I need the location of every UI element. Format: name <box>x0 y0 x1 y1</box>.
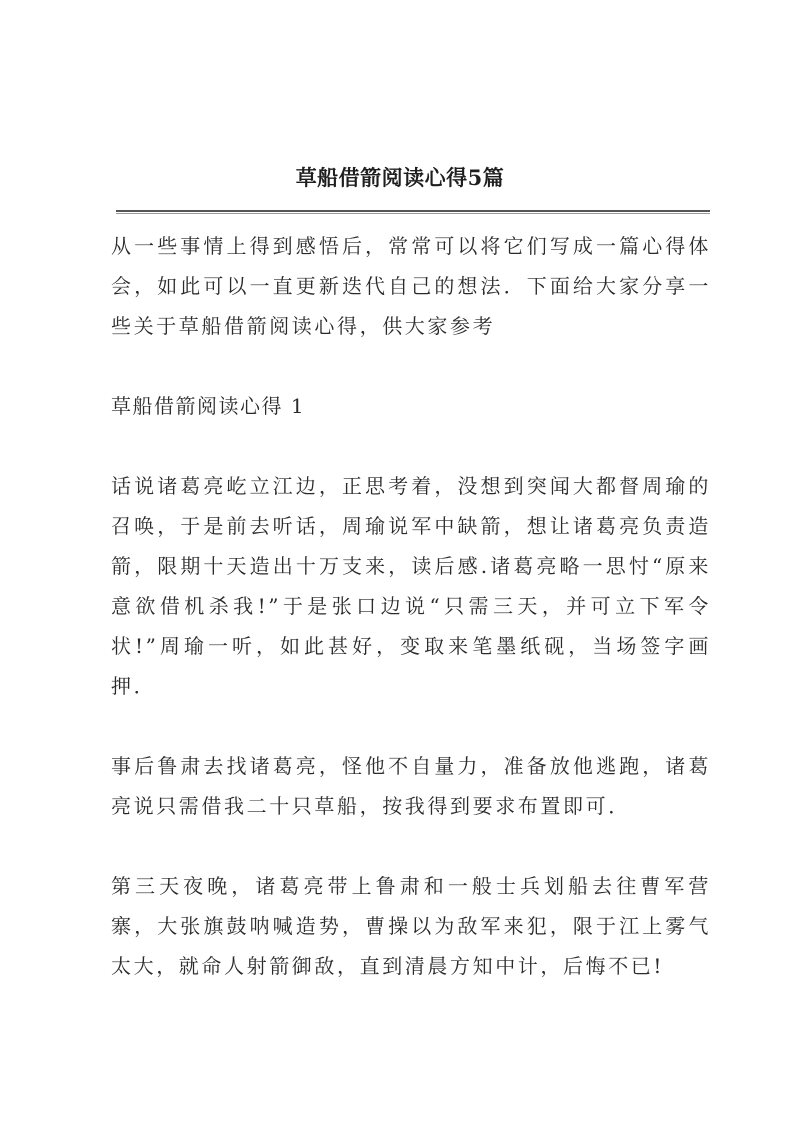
body-paragraph: 第三天夜晚，诸葛亮带上鲁肃和一般士兵划船去往曹军营寨，大张旗鼓呐喊造势，曹操以为敌军来犯，限于江上雾气太大，就命人射箭御敌，直到清晨方知中计，后悔不已! <box>111 874 711 978</box>
spacer <box>111 346 711 386</box>
body-paragraph: 事后鲁肃去找诸葛亮，怪他不自量力，准备放他逃跑，诸葛亮说只需借我二十只草船，按我得到要求布置即可． <box>111 754 711 818</box>
spacer <box>111 826 711 866</box>
body-paragraph: 话说诸葛亮屹立江边，正思考着，没想到突闻大都督周瑜的召唤，于是前去听话，周瑜说军中缺箭，想让诸葛亮负责造箭，限期十天造出十万支来，读后感.诸葛亮略一思忖“原来意欲借机杀我!”于是张口边说“只需三天，并可立下军令状!”周瑜一听，如此甚好，变取来笔墨纸砚，当场签字画押． <box>111 474 711 698</box>
section-heading: 草船借箭阅读心得 1 <box>111 394 306 418</box>
document-title: 草船借箭阅读心得5篇 <box>295 165 505 190</box>
title-divider <box>116 210 710 214</box>
spacer <box>111 426 711 466</box>
document-body <box>111 226 711 986</box>
intro-paragraph: 从一些事情上得到感悟后，常常可以将它们写成一篇心得体会，如此可以一直更新迭代自己的想法．下面给大家分享一些关于草船借箭阅读心得，供大家参考 <box>111 234 711 338</box>
spacer <box>111 706 711 746</box>
